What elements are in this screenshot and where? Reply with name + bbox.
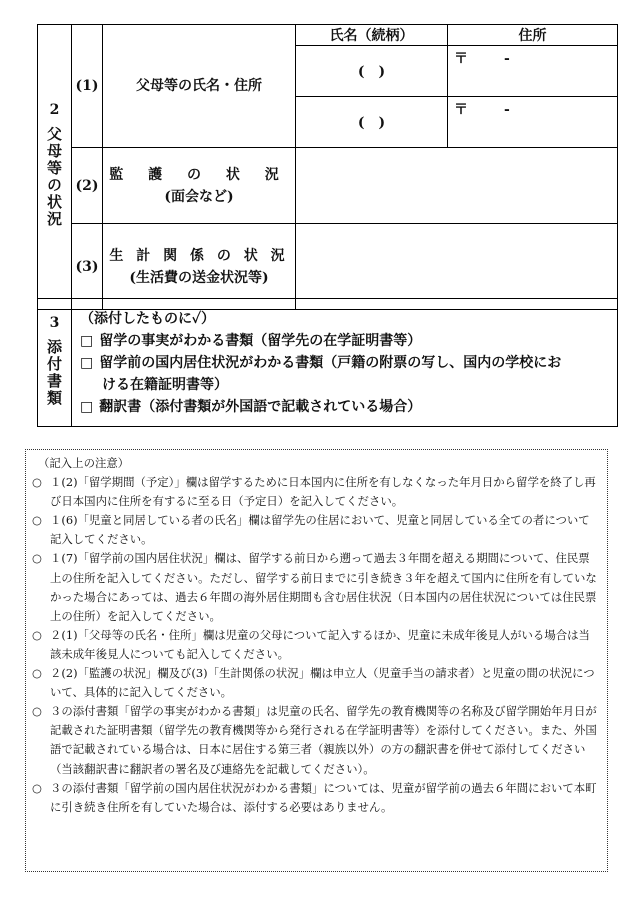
checkbox-icon[interactable]: □ (80, 354, 94, 371)
attachment-item-domestic-residence-cont: ける在籍証明書等） (102, 376, 228, 393)
custody-label: 監 護 の 状 況 (109, 166, 289, 183)
livelihood-label: 生 計 関 係 の 状 況 (109, 247, 289, 264)
item-2-number: (2) (72, 148, 103, 224)
notes-box (25, 449, 608, 872)
item-1-number: (1) (72, 25, 103, 148)
parent-1-relation-placeholder: ( ) (357, 64, 386, 80)
postal-mark-icon: 〒 (454, 102, 468, 118)
note-item: ○ ２(2)「監護の状況」欄及び(3)「生計関係の状況」欄は申立人（児童手当の請求者）と児童の間の状況について、具体的に記入してください。 (32, 664, 599, 702)
bullet-icon: ○ (32, 627, 42, 642)
bullet-icon: ○ (32, 475, 42, 490)
checkbox-icon[interactable]: □ (80, 398, 94, 415)
parent-2-address-field[interactable] (448, 97, 618, 148)
parent-1-name-field[interactable] (296, 46, 448, 97)
section-3-title: 添付書類 (45, 338, 63, 407)
item-3-number: (3) (72, 224, 103, 310)
parent-2-relation-placeholder: ( ) (357, 115, 386, 131)
bullet-icon: ○ (32, 780, 42, 795)
item-3-label (103, 224, 296, 310)
address-column-header: 住所 (448, 25, 618, 46)
custody-status-field[interactable] (296, 148, 618, 224)
section-2-title: 父母等の状況 (45, 126, 63, 228)
section-3-number: 3 (49, 314, 60, 331)
parent-2-name-field[interactable] (296, 97, 448, 148)
attachment-item-domestic-residence[interactable]: □ 留学前の国内居住状況がわかる書類（戸籍の附票の写し、国内の学校にお (80, 354, 562, 371)
bullet-icon: ○ (32, 513, 42, 528)
notes-title: （記入上の注意） (38, 456, 130, 470)
note-item: ○ １(7)「留学前の国内居住状況」欄は、留学する前日から遡って過去３年間を超える期間について、住民票上の住所を記入してください。ただし、留学する前日までに引き続き３年を超えて国内に住所を有していなかった場合にあっては、過去６年間の海外居住期間も含む居住状況（日本国内の居住状況については住民票上の住所）を記入してください。 (32, 549, 599, 625)
custody-sublabel: (面会など) (164, 188, 234, 205)
parent-status-table (37, 24, 618, 310)
name-column-header: 氏名（続柄） (296, 25, 448, 46)
checkbox-icon[interactable]: □ (80, 332, 94, 349)
note-item: ○ ３の添付書類「留学の事実がわかる書類」は児童の氏名、留学先の教育機関等の名称及び留学開始年月日が記載された証明書類（留学先の教育機関等から発行される在学証明書等）を添付してください。また、外国語で記載されている場合は、日本に居住する第三者（親族以外）の方の翻訳書を併せて添付してください（当該翻訳書に翻訳者の署名及び連絡先を記載してください）。 (32, 702, 599, 778)
note-item: ○ ３の添付書類「留学前の国内居住状況がわかる書類」については、児童が留学前の過去６年間において本町に引き続き住所を有していた場合は、添付する必要はありません。 (32, 779, 599, 817)
bullet-icon: ○ (32, 666, 42, 681)
item-1-label: 父母等の氏名・住所 (103, 25, 296, 148)
bullet-icon: ○ (32, 551, 42, 566)
section-2-number: 2 (49, 102, 60, 118)
livelihood-sublabel: (生活費の送金状況等) (129, 269, 269, 286)
note-item: ○ １(2)「留学期間（予定）」欄は留学するために日本国内に住所を有しなくなった年月日から留学を終了し再び日本国内に住所を有するに至る日（予定日）を記入してください。 (32, 473, 599, 511)
attachment-item-study-proof[interactable]: □ 留学の事実がわかる書類（留学先の在学証明書等） (80, 332, 422, 349)
attachment-item-translation[interactable]: □ 翻訳書（添付書類が外国語で記載されている場合） (80, 398, 422, 415)
attachments-intro: （添付したものに✓） (80, 310, 216, 327)
attachments-list (72, 299, 618, 427)
attachments-table (37, 298, 618, 427)
livelihood-status-field[interactable] (296, 224, 618, 310)
bullet-icon: ○ (32, 704, 42, 719)
section-3-heading (38, 299, 72, 427)
postal-dash: - (504, 51, 510, 67)
postal-dash: - (504, 102, 510, 118)
section-2-heading (38, 25, 72, 310)
parent-1-address-field[interactable] (448, 46, 618, 97)
note-item: ○ ２(1)「父母等の氏名・住所」欄は児童の父母について記入するほか、児童に未成年後見人がいる場合は当該未成年後見人についても記入してください。 (32, 626, 599, 664)
item-2-label (103, 148, 296, 224)
postal-mark-icon: 〒 (454, 51, 468, 67)
note-item: ○ １(6)「児童と同居している者の氏名」欄は留学先の住居において、児童と同居している全ての者について記入してください。 (32, 511, 599, 549)
